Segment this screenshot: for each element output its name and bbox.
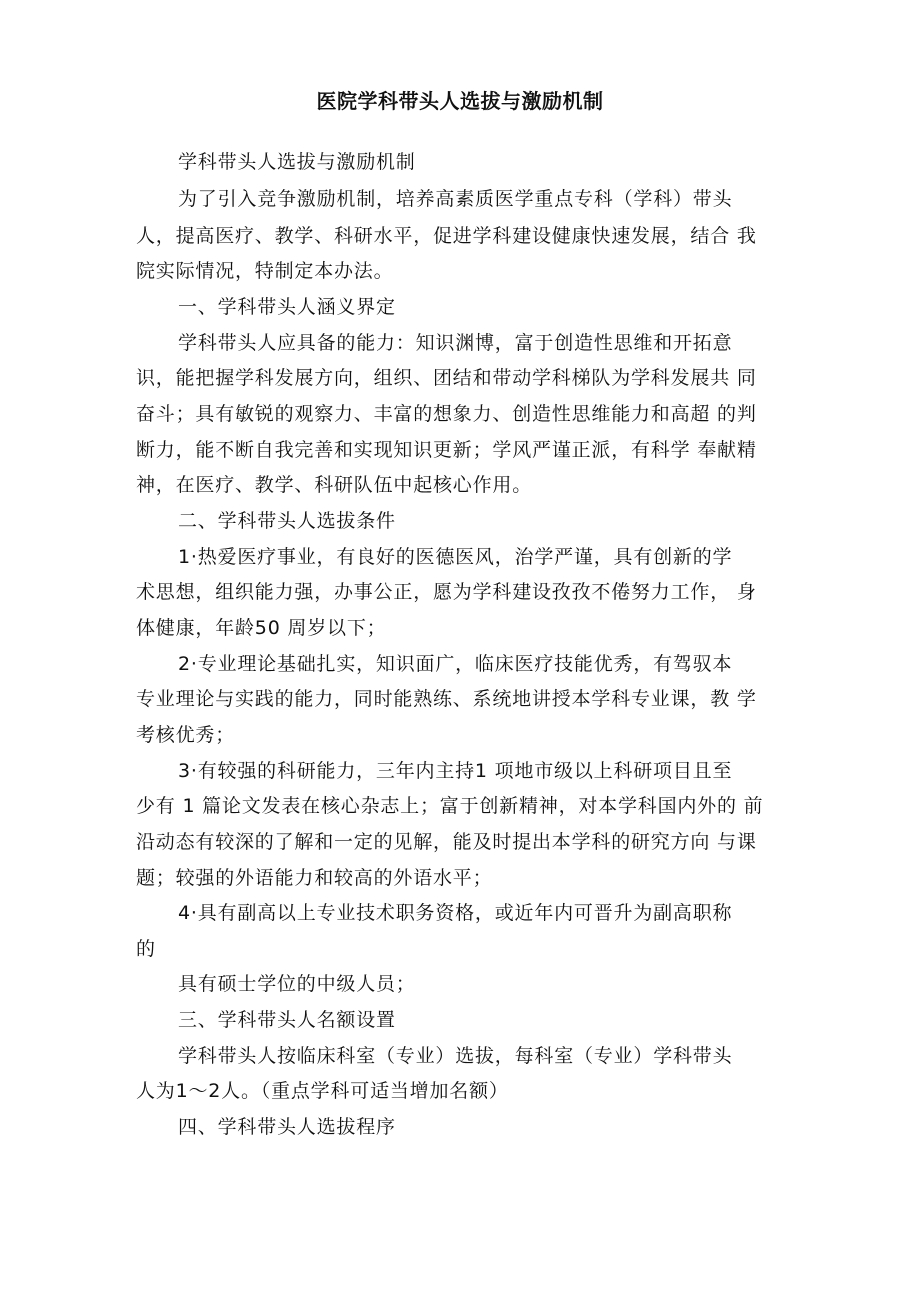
list-item-line: 题；较强的外语能力和较高的外语水平； [136, 867, 493, 889]
list-item-line: 2·专业理论基础扎实，知识面广，临床医疗技能优秀，有驾驭本 [178, 653, 733, 675]
section-heading: 二、学科带头人选拔条件 [178, 510, 396, 532]
document-title: 医院学科带头人选拔与激励机制 [316, 89, 604, 113]
list-item-line: 术思想，组织能力强，办事公正，愿为学科建设孜孜不倦努力工作， 身 [136, 581, 757, 603]
paragraph-line: 学科带头人按临床科室（专业）选拔，每科室（专业）学科带头 [178, 1045, 733, 1067]
list-item-line: 4·具有副高以上专业技术职务资格，或近年内可晋升为副高职称 [178, 902, 733, 924]
paragraph-line: 院实际情况，特制定本办法。 [136, 260, 394, 282]
list-item-line: 少有 1 篇论文发表在核心杂志上；富于创新精神，对本学科国内外的 前 [136, 795, 764, 817]
paragraph-line: 为了引入竞争激励机制，培养高素质医学重点专科（学科）带头 [178, 188, 733, 210]
paragraph-line: 奋斗；具有敏锐的观察力、丰富的想象力、创造性思维能力和高超 的判 [136, 403, 757, 425]
paragraph-line: 神，在医疗、教学、科研队伍中起核心作用。 [136, 474, 533, 496]
list-item-line: 沿动态有较深的了解和一定的见解，能及时提出本学科的研究方向 与课 [136, 831, 757, 853]
paragraph-line: 断力，能不断自我完善和实现知识更新；学风严谨正派，有科学 奉献精 [136, 439, 757, 461]
list-item-line: 3·有较强的科研能力，三年内主持1 项地市级以上科研项目且至 [178, 760, 733, 782]
list-item-line: 体健康，年龄50 周岁以下； [136, 617, 387, 639]
section-heading: 三、学科带头人名额设置 [178, 1009, 396, 1031]
list-item-line: 专业理论与实践的能力，同时能熟练、系统地讲授本学科专业课，教 学 [136, 688, 757, 710]
section-heading: 四、学科带头人选拔程序 [178, 1116, 396, 1138]
subtitle-line: 学科带头人选拔与激励机制 [178, 151, 416, 173]
paragraph-line: 人为1～2人。（重点学科可适当增加名额） [136, 1080, 509, 1102]
paragraph-line: 学科带头人应具备的能力：知识渊博，富于创造性思维和开拓意 [178, 332, 733, 354]
section-heading: 一、学科带头人涵义界定 [178, 296, 396, 318]
paragraph-line: 人，提高医疗、教学、科研水平，促进学科建设健康快速发展，结合 我 [136, 225, 757, 247]
list-item-line: 的 [136, 938, 156, 960]
list-item-line: 1·热爱医疗事业，有良好的医德医风，治学严谨，具有创新的学 [178, 546, 733, 568]
list-item-line: 考核优秀； [136, 724, 236, 746]
paragraph-line: 识，能把握学科发展方向，组织、团结和带动学科梯队为学科发展共 同 [136, 367, 757, 389]
list-item-line: 具有硕士学位的中级人员； [178, 973, 416, 995]
